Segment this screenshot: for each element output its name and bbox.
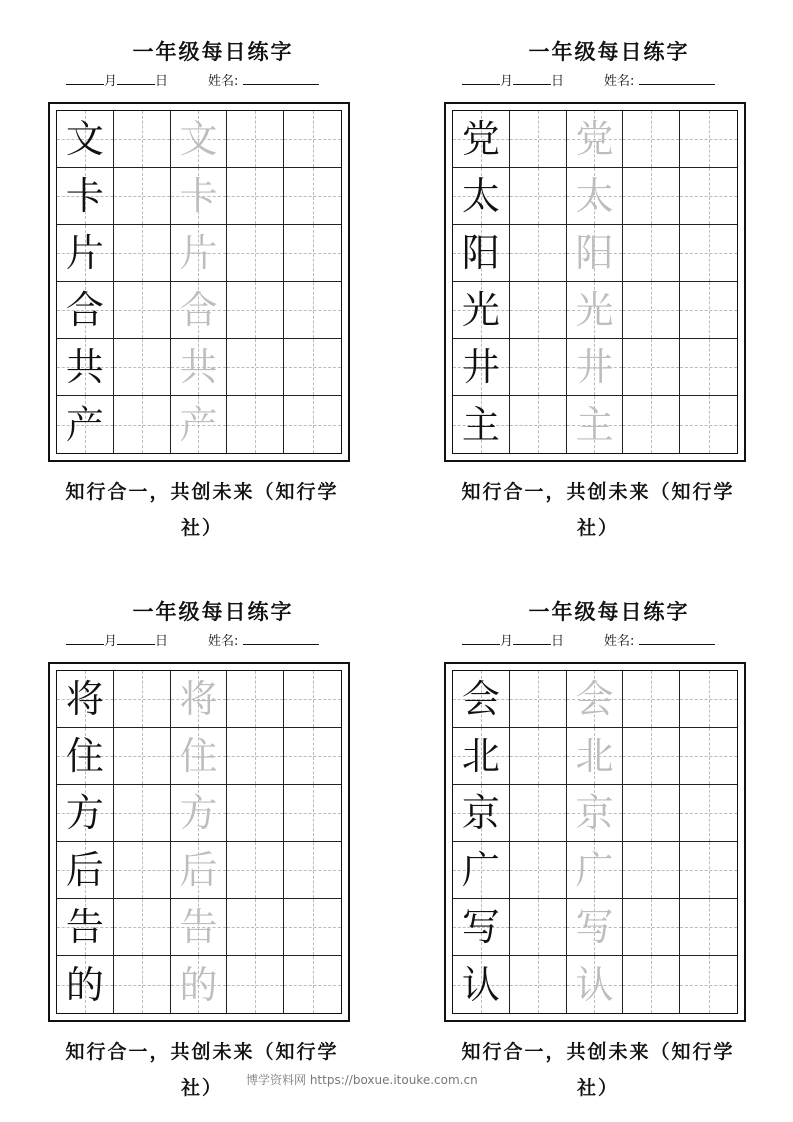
name-blank (243, 71, 319, 85)
month-label: 月 (500, 74, 514, 89)
motto: 知行合一，共创未来（知行学社） (461, 481, 735, 539)
practice-cell (680, 339, 737, 396)
practice-cell (567, 785, 624, 842)
practice-cell (284, 339, 341, 396)
trace-character: 片 (179, 231, 218, 275)
practice-cell (680, 785, 737, 842)
practice-cell (57, 339, 114, 396)
practice-cell (284, 956, 341, 1013)
model-character: 将 (65, 677, 104, 721)
model-character: 写 (461, 905, 500, 949)
practice-cell (567, 899, 624, 956)
practice-cell (227, 899, 284, 956)
name-blank (639, 631, 715, 645)
practice-cell (284, 168, 341, 225)
practice-cell (623, 225, 680, 282)
practice-cell (57, 728, 114, 785)
model-character: 的 (65, 962, 104, 1007)
motto: 知行合一，共创未来（知行学社） (65, 481, 339, 539)
practice-cell (453, 728, 510, 785)
model-character: 广 (461, 848, 500, 892)
practice-cell (227, 785, 284, 842)
practice-cell (623, 168, 680, 225)
model-character: 告 (65, 905, 104, 949)
trace-character: 写 (575, 905, 614, 949)
watermark: 博学资料网 https://boxue.itouke.com.cn (246, 1073, 478, 1087)
practice-cell (453, 842, 510, 899)
practice-cell (114, 956, 171, 1013)
date-name-line (66, 70, 319, 90)
trace-character: 京 (575, 791, 614, 835)
day-label: 日 (551, 74, 565, 89)
day-blank (117, 71, 155, 85)
trace-character: 认 (575, 962, 614, 1007)
model-character: 共 (65, 345, 104, 389)
practice-cell (227, 339, 284, 396)
practice-cell (227, 671, 284, 728)
practice-cell (680, 956, 737, 1013)
name-label: 姓名: (604, 634, 635, 649)
trace-character: 共 (179, 345, 218, 389)
practice-cell (171, 956, 228, 1013)
trace-character: 井 (575, 345, 614, 389)
practice-grid (452, 670, 738, 1014)
practice-cell (114, 225, 171, 282)
model-character: 方 (65, 791, 104, 835)
trace-character: 合 (179, 288, 218, 332)
practice-cell (510, 842, 567, 899)
practice-cell (510, 111, 567, 168)
practice-cell (567, 842, 624, 899)
practice-cell (114, 339, 171, 396)
day-label: 日 (551, 634, 565, 649)
practice-cell (680, 168, 737, 225)
practice-cell (623, 899, 680, 956)
practice-cell (284, 396, 341, 453)
practice-cell (171, 899, 228, 956)
trace-character: 方 (179, 791, 218, 835)
motto: 知行合一，共创未来（知行学社） (461, 1041, 735, 1099)
model-character: 认 (461, 962, 500, 1007)
practice-cell (623, 956, 680, 1013)
model-character: 主 (461, 402, 500, 447)
practice-cell (284, 785, 341, 842)
month-blank (66, 631, 104, 645)
practice-cell (171, 728, 228, 785)
model-character: 卡 (65, 174, 104, 218)
practice-cell (510, 282, 567, 339)
model-character: 太 (461, 174, 500, 218)
practice-cell (57, 282, 114, 339)
practice-cell (623, 339, 680, 396)
trace-character: 后 (179, 848, 218, 892)
practice-cell (114, 785, 171, 842)
model-character: 合 (65, 288, 104, 332)
day-label: 日 (155, 634, 169, 649)
day-blank (513, 71, 551, 85)
model-character: 产 (65, 402, 104, 447)
practice-cell (57, 842, 114, 899)
practice-cell (567, 396, 624, 453)
practice-grid (56, 110, 342, 454)
name-label: 姓名: (604, 74, 635, 89)
practice-cell (57, 785, 114, 842)
trace-character: 告 (179, 905, 218, 949)
practice-cell (171, 168, 228, 225)
day-blank (117, 631, 155, 645)
practice-cell (114, 899, 171, 956)
model-character: 会 (461, 677, 500, 721)
practice-cell (510, 956, 567, 1013)
practice-cell (680, 842, 737, 899)
name-label: 姓名: (208, 74, 239, 89)
month-label: 月 (500, 634, 514, 649)
practice-cell (510, 339, 567, 396)
day-label: 日 (155, 74, 169, 89)
month-blank (66, 71, 104, 85)
trace-character: 的 (179, 962, 218, 1007)
trace-character: 北 (575, 734, 614, 778)
trace-character: 卡 (179, 174, 218, 218)
practice-cell (284, 899, 341, 956)
practice-cell (57, 396, 114, 453)
practice-cell (680, 899, 737, 956)
practice-cell (453, 956, 510, 1013)
worksheet-title: 一年级每日练字 (528, 600, 690, 624)
practice-cell (284, 728, 341, 785)
practice-cell (114, 111, 171, 168)
practice-cell (510, 396, 567, 453)
model-character: 北 (461, 734, 500, 778)
practice-cell (623, 396, 680, 453)
practice-cell (567, 225, 624, 282)
practice-cell (680, 671, 737, 728)
motto: 知行合一，共创未来（知行学社） (65, 1041, 339, 1099)
practice-cell (114, 728, 171, 785)
practice-cell (57, 111, 114, 168)
name-blank (639, 71, 715, 85)
model-character: 光 (461, 288, 500, 332)
month-blank (462, 631, 500, 645)
practice-cell (680, 111, 737, 168)
practice-cell (171, 842, 228, 899)
model-character: 京 (461, 791, 500, 835)
practice-cell (171, 225, 228, 282)
practice-cell (453, 785, 510, 842)
model-character: 片 (65, 231, 104, 275)
practice-cell (227, 728, 284, 785)
practice-cell (114, 396, 171, 453)
practice-grid (452, 110, 738, 454)
practice-cell (284, 282, 341, 339)
model-character: 党 (461, 117, 500, 161)
practice-cell (284, 671, 341, 728)
practice-cell (680, 225, 737, 282)
practice-cell (453, 396, 510, 453)
practice-cell (567, 339, 624, 396)
practice-grid-frame (444, 102, 746, 462)
practice-cell (114, 282, 171, 339)
month-blank (462, 71, 500, 85)
practice-cell (171, 671, 228, 728)
practice-cell (510, 168, 567, 225)
practice-cell (284, 225, 341, 282)
practice-cell (623, 111, 680, 168)
practice-cell (623, 842, 680, 899)
practice-cell (623, 671, 680, 728)
practice-cell (567, 282, 624, 339)
practice-cell (227, 111, 284, 168)
practice-cell (623, 785, 680, 842)
practice-cell (171, 339, 228, 396)
trace-character: 将 (179, 677, 218, 721)
practice-cell (227, 282, 284, 339)
trace-character: 产 (179, 402, 218, 447)
practice-cell (227, 842, 284, 899)
practice-cell (453, 168, 510, 225)
practice-cell (227, 168, 284, 225)
model-character: 阳 (461, 231, 500, 275)
practice-cell (453, 282, 510, 339)
trace-character: 文 (179, 117, 218, 161)
practice-cell (510, 785, 567, 842)
trace-character: 太 (575, 174, 614, 218)
date-name-line (66, 630, 319, 650)
practice-cell (680, 396, 737, 453)
practice-cell (623, 282, 680, 339)
practice-cell (453, 225, 510, 282)
practice-cell (57, 671, 114, 728)
practice-cell (171, 111, 228, 168)
practice-cell (171, 396, 228, 453)
trace-character: 广 (575, 848, 614, 892)
practice-grid-frame (444, 662, 746, 1022)
name-label: 姓名: (208, 634, 239, 649)
practice-cell (453, 671, 510, 728)
practice-cell (227, 225, 284, 282)
practice-cell (567, 111, 624, 168)
practice-cell (680, 728, 737, 785)
worksheet-title: 一年级每日练字 (132, 40, 294, 64)
name-blank (243, 631, 319, 645)
practice-cell (510, 671, 567, 728)
practice-cell (57, 225, 114, 282)
practice-cell (57, 899, 114, 956)
practice-cell (114, 168, 171, 225)
trace-character: 党 (575, 117, 614, 161)
practice-cell (623, 728, 680, 785)
practice-cell (510, 728, 567, 785)
practice-cell (510, 899, 567, 956)
worksheet-title: 一年级每日练字 (132, 600, 294, 624)
practice-cell (284, 842, 341, 899)
trace-character: 会 (575, 677, 614, 721)
date-name-line (462, 70, 715, 90)
practice-cell (171, 785, 228, 842)
practice-cell (171, 282, 228, 339)
model-character: 文 (65, 117, 104, 161)
month-label: 月 (104, 634, 118, 649)
practice-cell (567, 728, 624, 785)
practice-cell (227, 396, 284, 453)
trace-character: 住 (179, 734, 218, 778)
worksheet-title: 一年级每日练字 (528, 40, 690, 64)
day-blank (513, 631, 551, 645)
trace-character: 阳 (575, 231, 614, 275)
practice-cell (284, 111, 341, 168)
practice-grid (56, 670, 342, 1014)
trace-character: 光 (575, 288, 614, 332)
model-character: 井 (461, 345, 500, 389)
practice-cell (114, 842, 171, 899)
practice-cell (227, 956, 284, 1013)
practice-cell (567, 671, 624, 728)
practice-cell (453, 111, 510, 168)
practice-grid-frame (48, 662, 350, 1022)
practice-cell (114, 671, 171, 728)
date-name-line (462, 630, 715, 650)
practice-cell (57, 168, 114, 225)
model-character: 住 (65, 734, 104, 778)
practice-cell (453, 339, 510, 396)
practice-cell (453, 899, 510, 956)
practice-cell (510, 225, 567, 282)
practice-cell (680, 282, 737, 339)
trace-character: 主 (575, 402, 614, 447)
month-label: 月 (104, 74, 118, 89)
model-character: 后 (65, 848, 104, 892)
practice-cell (567, 956, 624, 1013)
practice-cell (57, 956, 114, 1013)
practice-cell (567, 168, 624, 225)
practice-grid-frame (48, 102, 350, 462)
